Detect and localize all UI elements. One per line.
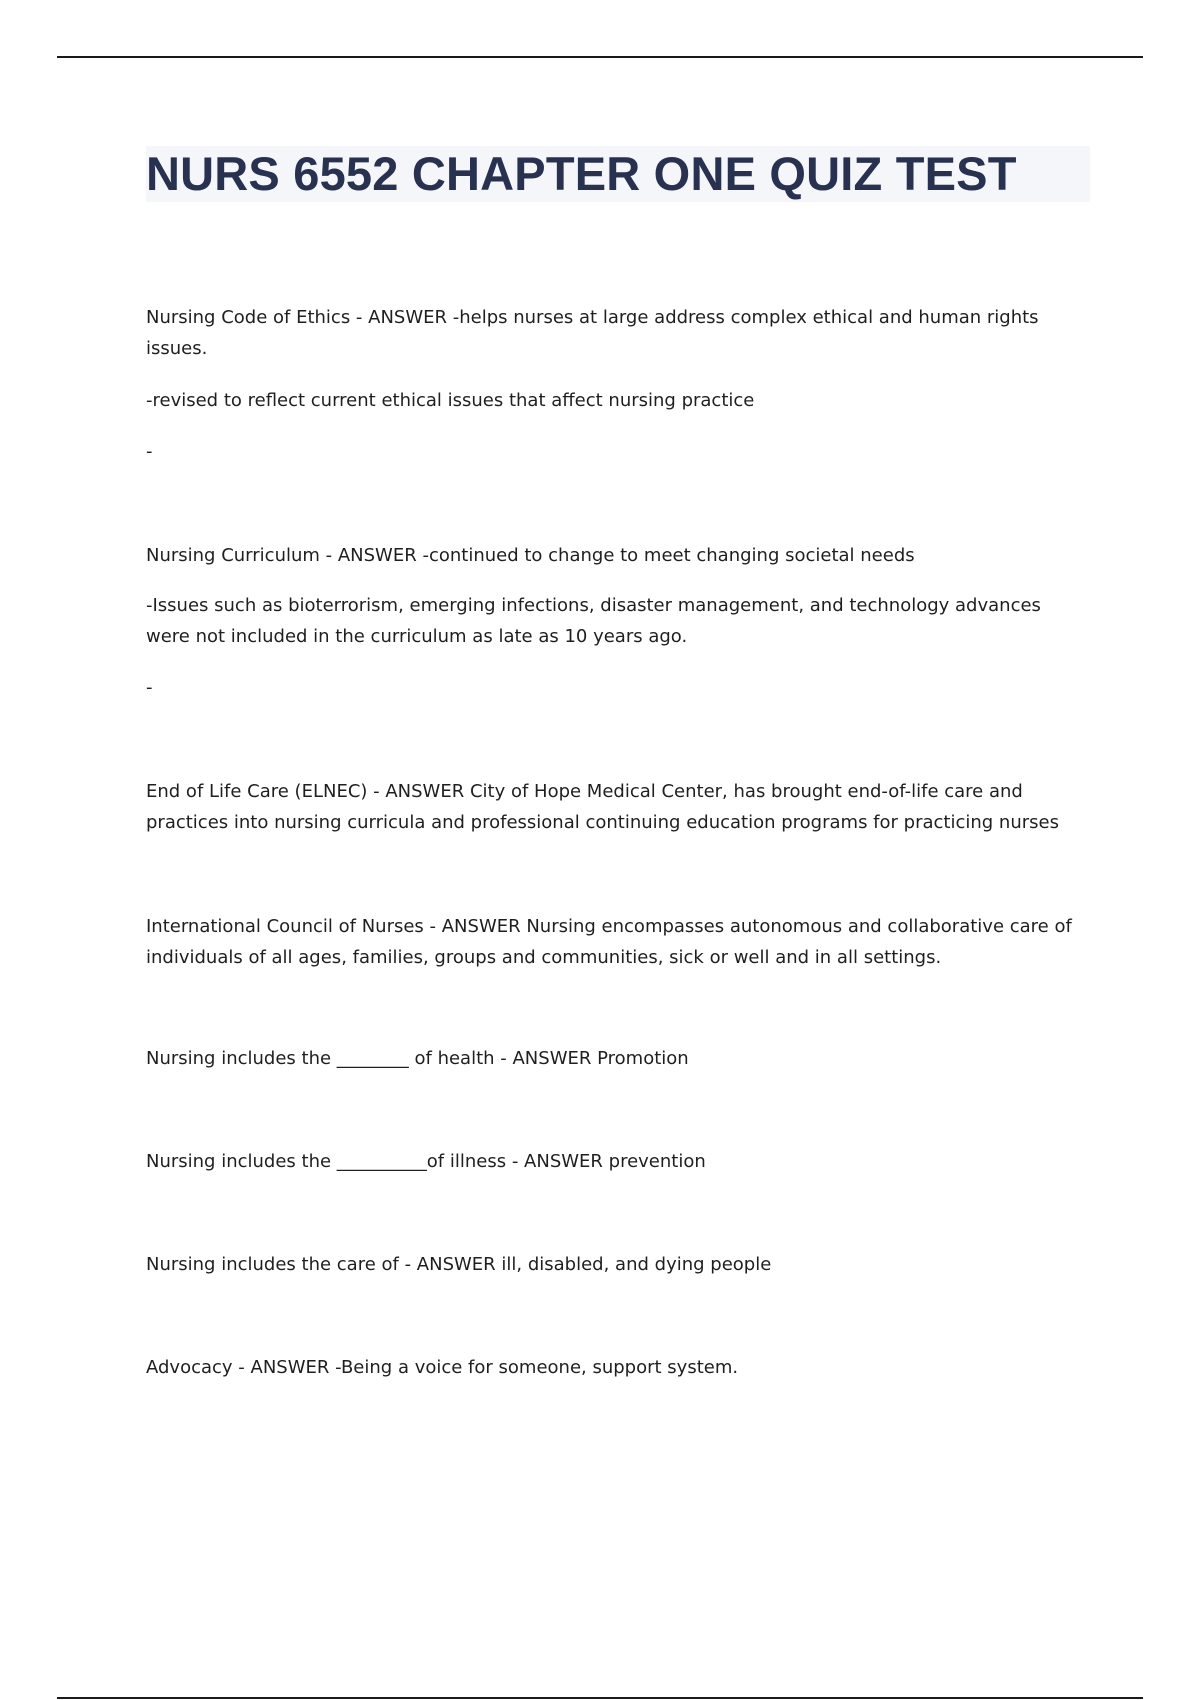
entry-separator: -: [146, 441, 153, 462]
entry-code-of-ethics: Nursing Code of Ethics - ANSWER -helps nurses at large address complex ethical and human rights issues.: [146, 307, 1039, 359]
entry-separator: -: [146, 677, 153, 698]
entry-nursing-curriculum: Nursing Curriculum - ANSWER -continued to change to meet changing societal needs: [146, 545, 915, 566]
entry-nursing-curriculum-note: -Issues such as bioterrorism, emerging infections, disaster management, and technology advances were not included in the curriculum as late as 10 years ago.: [146, 595, 1041, 647]
entry-prevention-of-illness: Nursing includes the __________of illness - ANSWER prevention: [146, 1151, 706, 1172]
entry-end-of-life-care: End of Life Care (ELNEC) - ANSWER City of Hope Medical Center, has brought end-of-life care and practices into nursing curricula and professional continuing education programs for practicing nurses: [146, 781, 1059, 833]
entry-promotion-of-health: Nursing includes the ________ of health - ANSWER Promotion: [146, 1048, 689, 1069]
top-rule: [57, 56, 1143, 58]
bottom-rule: [57, 1697, 1143, 1699]
entry-code-of-ethics-note: -revised to reflect current ethical issues that affect nursing practice: [146, 390, 755, 411]
document-title: NURS 6552 CHAPTER ONE QUIZ TEST: [146, 147, 1017, 200]
entry-care-of: Nursing includes the care of - ANSWER ill, disabled, and dying people: [146, 1254, 772, 1275]
entry-advocacy: Advocacy - ANSWER -Being a voice for someone, support system.: [146, 1357, 739, 1378]
entry-international-council: International Council of Nurses - ANSWER Nursing encompasses autonomous and collaborative care of individuals of all ages, families, groups and communities, sick or well and in all settings.: [146, 916, 1072, 968]
